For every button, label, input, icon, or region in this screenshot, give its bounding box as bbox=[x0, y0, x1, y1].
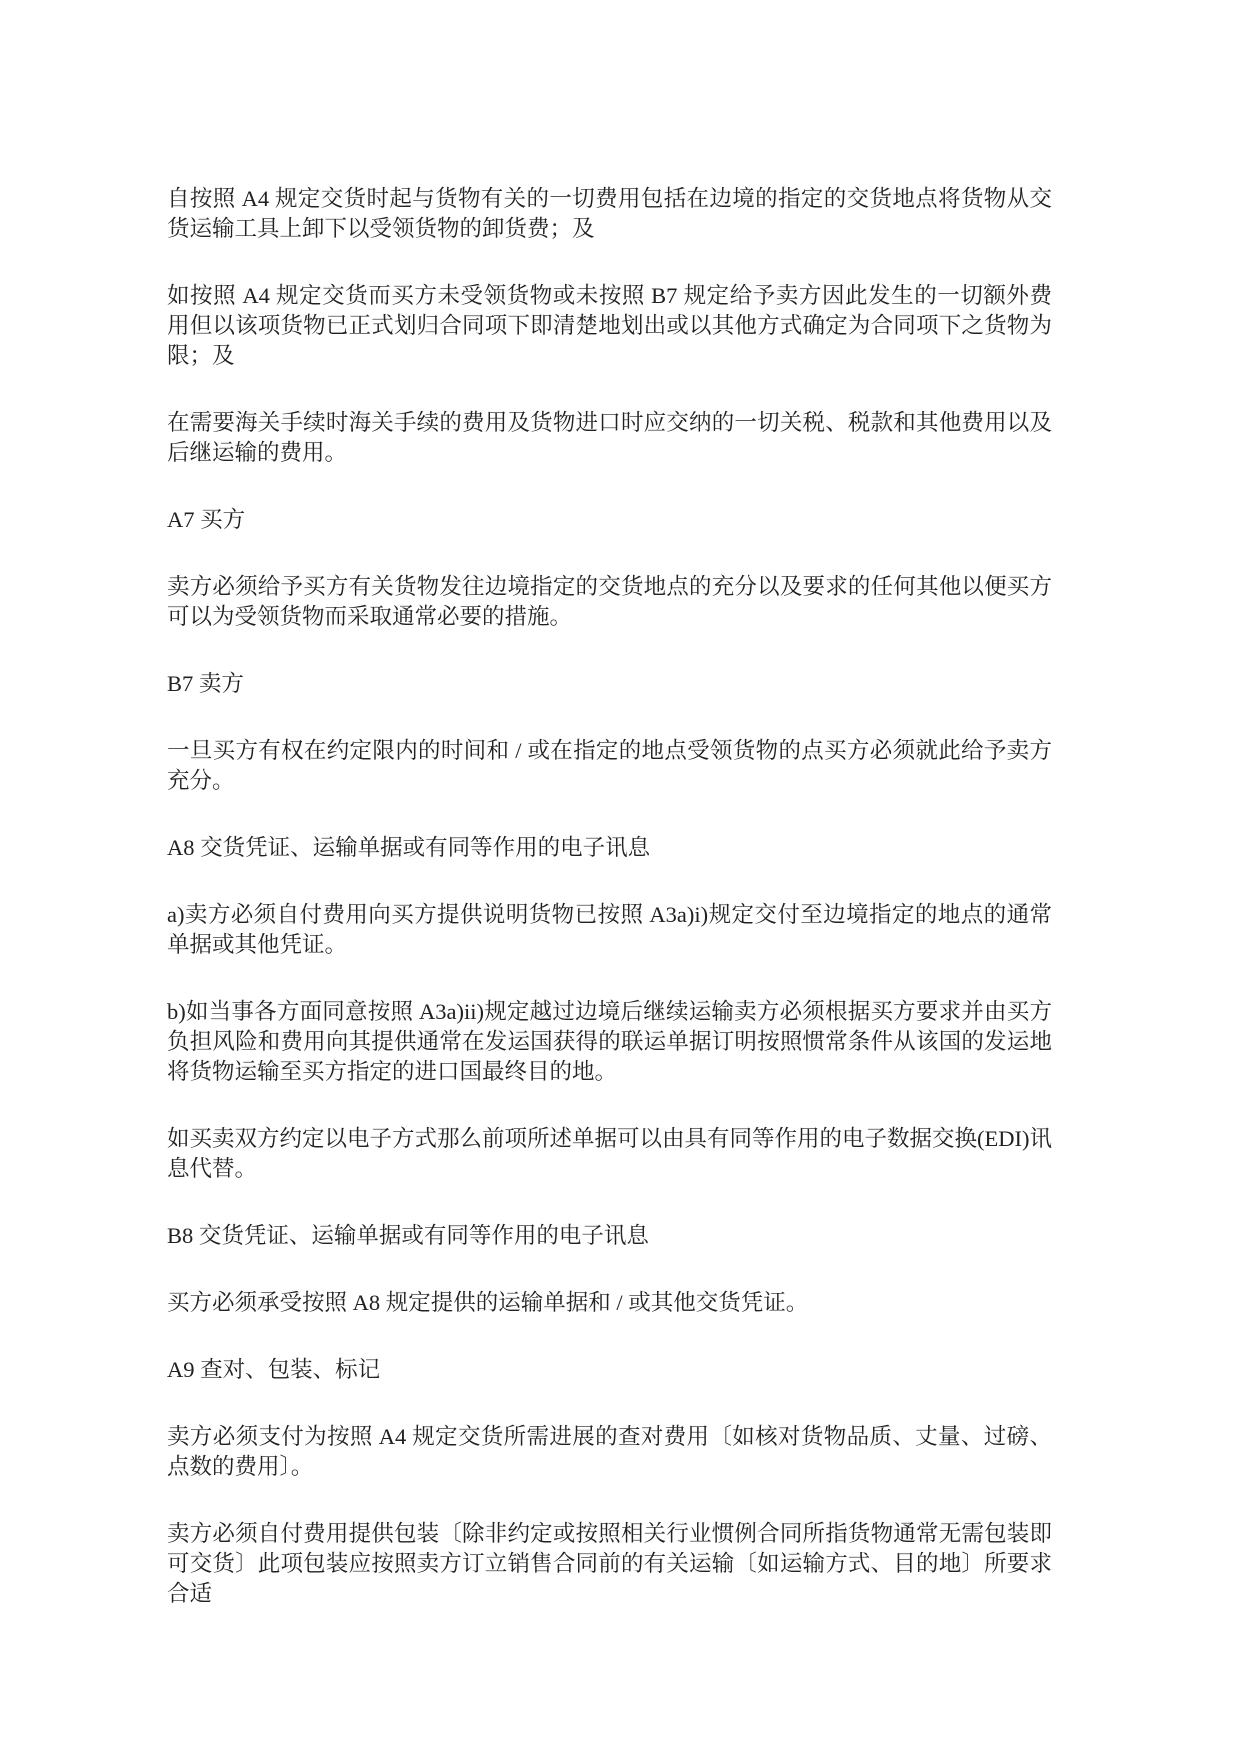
paragraph-a8-clause-a: a)卖方必须自付费用向买方提供说明货物已按照 A3a)i)规定交付至边境指定的地点的通常单据或其他凭证。 bbox=[167, 902, 1052, 957]
paragraph-extra-costs: 如按照 A4 规定交货而买方未受领货物或未按照 B7 规定给予卖方因此发生的一切额外费用但以该项货物已正式划归合同项下即清楚地划出或以其他方式确定为合同项下之货物为限；及 bbox=[167, 283, 1052, 368]
paragraph-a8-edi: 如买卖双方约定以电子方式那么前项所述单据可以由具有同等作用的电子数据交换(EDI)讯息代替。 bbox=[167, 1126, 1052, 1181]
paragraph-a9-checking: 卖方必须支付为按照 A4 规定交货所需进展的查对费用〔如核对货物品质、丈量、过磅、点数的费用〕。 bbox=[167, 1424, 1052, 1479]
paragraph-customs-costs: 在需要海关手续时海关手续的费用及货物进口时应交纳的一切关税、税款和其他费用以及后继运输的费用。 bbox=[167, 410, 1052, 465]
heading-b8: B8 交货凭证、运输单据或有同等作用的电子讯息 bbox=[167, 1223, 649, 1248]
paragraph-a9-packaging: 卖方必须自付费用提供包装〔除非约定或按照相关行业惯例合同所指货物通常无需包装即可交货〕此项包装应按照卖方订立销售合同前的有关运输〔如运输方式、目的地〕所要求合适 bbox=[167, 1521, 1052, 1606]
heading-a8: A8 交货凭证、运输单据或有同等作用的电子讯息 bbox=[167, 835, 651, 860]
paragraph-a7-body: 卖方必须给予买方有关货物发往边境指定的交货地点的充分以及要求的任何其他以便买方可以为受领货物而采取通常必要的措施。 bbox=[167, 574, 1052, 629]
heading-a9: A9 查对、包装、标记 bbox=[167, 1357, 381, 1382]
heading-b7: B7 卖方 bbox=[167, 671, 244, 696]
paragraph-b8-body: 买方必须承受按照 A8 规定提供的运输单据和 / 或其他交货凭证。 bbox=[167, 1290, 809, 1315]
paragraph-costs-unloading: 自按照 A4 规定交货时起与货物有关的一切费用包括在边境的指定的交货地点将货物从交货运输工具上卸下以受领货物的卸货费；及 bbox=[167, 186, 1052, 241]
paragraph-b7-body: 一旦买方有权在约定限内的时间和 / 或在指定的地点受领货物的点买方必须就此给予卖方充分。 bbox=[167, 738, 1052, 793]
document-text-block bbox=[167, 184, 1052, 1609]
paragraph-a8-clause-b: b)如当事各方面同意按照 A3a)ii)规定越过边境后继续运输卖方必须根据买方要求并由买方负担风险和费用向其提供通常在发运国获得的联运单据订明按照惯常条件从该国的发运地将货物运输至买方指定的进口国最终目的地。 bbox=[167, 999, 1052, 1084]
heading-a7: A7 买方 bbox=[167, 507, 246, 532]
